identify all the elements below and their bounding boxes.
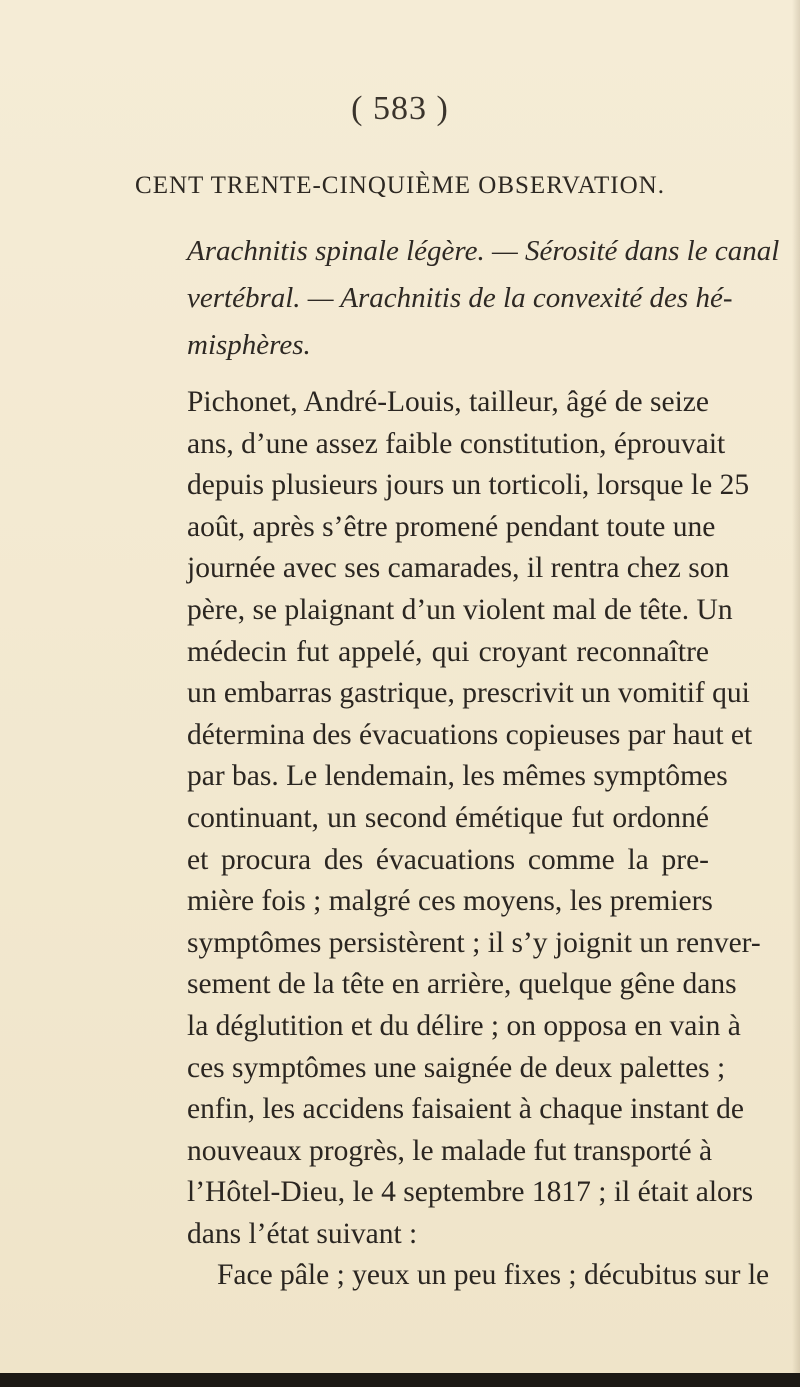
body-line: nouveaux progrès, le malade fut transporté à [187,1134,713,1167]
body-line: la déglutition et du délire ; on opposa en vain à [187,1009,741,1042]
body-line: l’Hôtel-Dieu, le 4 septembre 1817 ; il était alors [187,1176,754,1209]
body-line: médecin fut appelé, qui croyant reconnaître [187,635,709,668]
body-line: enfin, les accidens faisaient à chaque instant de [187,1093,744,1126]
body-text [187,382,770,1297]
body-line: père, se plaignant d’un violent mal de tête. Un [187,593,733,626]
page-number: ( 583 ) [351,90,449,127]
body-line: symptômes persistèrent ; il s’y joignit un renver- [187,926,761,959]
body-line: sement de la tête en arrière, quelque gêne dans [187,968,737,1001]
body-line: ans, d’une assez faible constitution, éprouvait [187,427,726,460]
subtitle-line: Arachnitis spinale légère. — Sérosité dans le canal [187,235,780,267]
body-line: et procura des évacuations comme la pre- [187,843,709,876]
body-line: journée avec ses camarades, il rentra chez son [187,552,730,585]
body-line: un embarras gastrique, prescrivit un vomitif qui [187,677,750,710]
body-line: mière fois ; malgré ces moyens, les premiers [187,885,713,918]
body-line: août, après s’être promené pendant toute une [187,510,716,543]
observation-heading: CENT TRENTE-CINQUIÈME OBSERVATION. [135,172,665,199]
body-line: continuant, un second émétique fut ordonné [187,801,709,834]
bottom-scan-border [0,1373,800,1387]
body-line: dans l’état suivant : [187,1217,418,1250]
page-edge-shadow [792,0,800,1387]
body-line: Face pâle ; yeux un peu fixes ; décubitus sur le [217,1259,770,1292]
body-line: Pichonet, André-Louis, tailleur, âgé de seize [187,386,709,418]
subtitle-line: misphères. [187,329,311,361]
body-line: détermina des évacuations copieuses par haut et [187,718,753,751]
body-line: ces symptômes une saignée de deux palettes ; [187,1051,726,1084]
subtitle-line: vertébral. — Arachnitis de la convexité des hé- [187,282,733,314]
observation-subtitle [187,228,780,369]
body-line: depuis plusieurs jours un torticoli, lorsque le 25 [187,469,750,502]
body-line: par bas. Le lendemain, les mêmes symptômes [187,760,728,793]
